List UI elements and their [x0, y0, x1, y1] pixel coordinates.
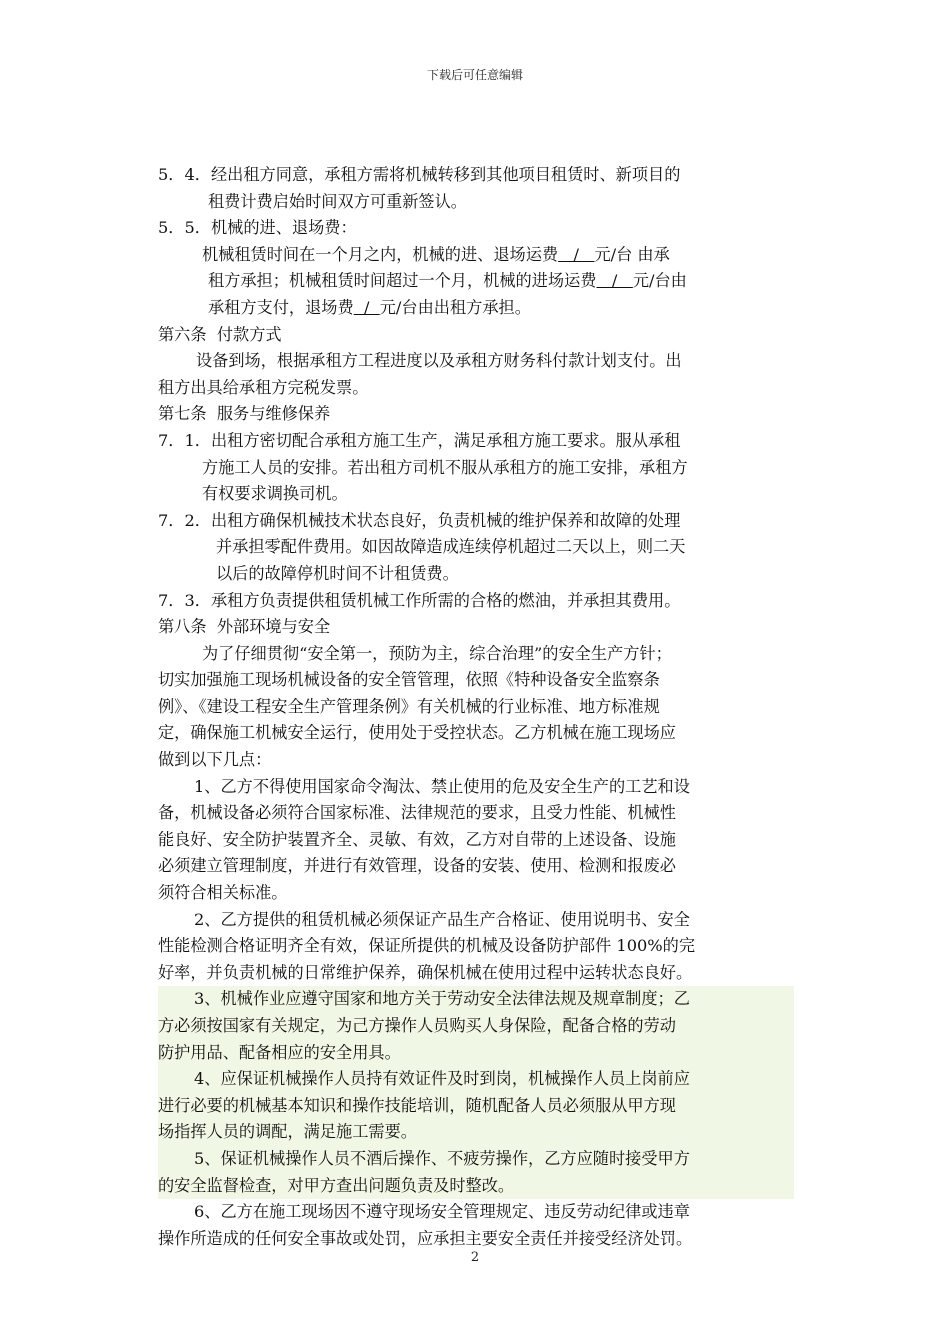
- line-text: 定，确保施工机械安全运行，使用处于受控状态。乙方机械在施工现场应: [158, 723, 676, 743]
- line-text: 6、乙方在施工现场因不遵守现场安全管理规定、违反劳动纪律或违章: [194, 1202, 690, 1222]
- line-text: 例》、《建设工程安全生产管理条例》有关机械的行业标准、地方标准规: [158, 696, 660, 716]
- line-text: 方必须按国家有关规定，为己方操作人员购买人身保险，配备合格的劳动: [158, 1016, 676, 1035]
- line-text: 能良好、安全防护装置齐全、灵敏、有效，乙方对自带的上述设备、设施: [158, 829, 676, 849]
- text-line: [158, 1066, 794, 1093]
- fee-blank: /: [353, 297, 380, 317]
- text-line: [158, 641, 794, 668]
- line-text: 须符合相关标准。: [158, 883, 288, 903]
- line-text: 有权要求调换司机。: [202, 484, 348, 504]
- text-line: [158, 455, 794, 482]
- text-line: [158, 1040, 794, 1067]
- line-text: 7．1．出租方密切配合承租方施工生产，满足承租方施工要求。服从承租: [158, 430, 681, 450]
- line-text: 5、保证机械操作人员不酒后操作、不疲劳操作，乙方应随时接受甲方: [194, 1148, 690, 1168]
- fee-blank: /: [558, 244, 595, 264]
- line-text: 好率，并负责机械的日常维护保养，确保机械在使用过程中运转状态良好。: [158, 962, 693, 982]
- line-text: 并承担零配件费用。如因故障造成连续停机超过二天以上，则二天: [216, 537, 686, 557]
- text-line: [158, 1119, 794, 1146]
- line-text: 第八条 外部环境与安全: [158, 617, 331, 637]
- line-text: 7．3．承租方负责提供租赁机械工作所需的合格的燃油，并承担其费用。: [158, 590, 681, 610]
- text-line: [158, 375, 794, 402]
- text-line: [158, 534, 794, 561]
- text-line: [158, 907, 794, 934]
- text-line: [158, 242, 794, 269]
- document-body: [158, 162, 794, 1252]
- line-text: 操作所造成的任何安全事故或处罚，应承担主要安全责任并接受经济处罚。: [158, 1228, 693, 1248]
- text-line: [158, 720, 794, 747]
- page-header: 下载后可任意编辑: [426, 68, 523, 82]
- line-text: 性能检测合格证明齐全有效，保证所提供的机械及设备防护部件 100%的完: [158, 936, 696, 956]
- line-text: 场指挥人员的调配，满足施工需要。: [158, 1122, 417, 1142]
- text-line: [158, 960, 794, 987]
- text-line: [158, 774, 794, 801]
- line-text: 第七条 服务与维修保养: [158, 404, 331, 424]
- line-text: 7．2．出租方确保机械技术状态良好，负责机械的维护保养和故障的处理: [158, 510, 681, 530]
- line-text: 租方出具给承租方完税发票。: [158, 377, 369, 397]
- line-text: 第六条 付款方式: [158, 324, 282, 344]
- text-line: [158, 588, 794, 615]
- line-text-after: 元/台由出租方承担。: [379, 297, 531, 317]
- text-line: [158, 162, 794, 189]
- line-text: 进行必要的机械基本知识和操作技能培训，随机配备人员必须服从甲方现: [158, 1095, 676, 1115]
- text-line: [158, 800, 794, 827]
- text-line: [158, 268, 794, 295]
- text-line: [158, 853, 794, 880]
- text-line: [158, 827, 794, 854]
- text-line: [158, 1146, 794, 1173]
- line-text: 的安全监督检查，对甲方查出问题负责及时整改。: [158, 1175, 515, 1195]
- line-text: 备，机械设备必须符合国家标准、法律规范的要求，且受力性能、机械性: [158, 803, 676, 823]
- text-line: [158, 1226, 794, 1253]
- text-line: [158, 986, 794, 1013]
- line-text: 设备到场，根据承租方工程进度以及承租方财务科付款计划支付。出: [196, 351, 682, 371]
- fee-blank: /: [596, 271, 633, 291]
- text-line: [158, 667, 794, 694]
- line-text: 做到以下几点：: [158, 750, 272, 770]
- text-line: [158, 933, 794, 960]
- line-text: 以后的故障停机时间不计租赁费。: [216, 563, 459, 583]
- line-text: 5．4．经出租方同意，承租方需将机械转移到其他项目租赁时、新项目的: [158, 165, 681, 184]
- line-text: 1、乙方不得使用国家命令淘汰、禁止使用的危及安全生产的工艺和设: [194, 776, 690, 796]
- line-text: 切实加强施工现场机械设备的安全管管理，依照《特种设备安全监察条: [158, 670, 660, 690]
- text-line: [158, 614, 794, 641]
- text-line: [158, 1093, 794, 1120]
- text-line: [158, 401, 794, 428]
- line-text: 承租方支付，退场费: [208, 297, 354, 317]
- line-text: 3、机械作业应遵守国家和地方关于劳动安全法律法规及规章制度；乙: [194, 989, 690, 1009]
- text-line: [158, 1173, 794, 1200]
- line-text: 必须建立管理制度，并进行有效管理，设备的安装、使用、检测和报废必: [158, 856, 676, 876]
- line-text: 5．5．机械的进、退场费：: [158, 218, 357, 238]
- line-text: 防护用品、配备相应的安全用具。: [158, 1042, 401, 1062]
- page-number: 2: [470, 1250, 480, 1265]
- text-line: [158, 322, 794, 349]
- text-line: [158, 215, 794, 242]
- text-line: [158, 561, 794, 588]
- text-line: [158, 747, 794, 774]
- line-text: 租费计费启始时间双方可重新签认。: [208, 191, 467, 211]
- line-text-after: 元/台 由承: [594, 244, 670, 264]
- text-line: [158, 189, 794, 216]
- text-line: [158, 1199, 794, 1226]
- text-line: [158, 880, 794, 907]
- text-line: [158, 295, 794, 322]
- line-text-after: 元/台由: [632, 271, 687, 291]
- text-line: [158, 694, 794, 721]
- line-text: 2、乙方提供的租赁机械必须保证产品生产合格证、使用说明书、安全: [194, 909, 690, 929]
- text-line: [158, 508, 794, 535]
- text-line: [158, 428, 794, 455]
- text-line: [158, 1013, 794, 1040]
- line-text: 租方承担；机械租赁时间超过一个月，机械的进场运费: [208, 271, 597, 291]
- line-text: 方施工人员的安排。若出租方司机不服从承租方的施工安排，承租方: [202, 457, 688, 477]
- line-text: 机械租赁时间在一个月之内，机械的进、退场运费: [202, 244, 559, 264]
- line-text: 4、应保证机械操作人员持有效证件及时到岗，机械操作人员上岗前应: [194, 1069, 690, 1089]
- line-text: 为了仔细贯彻“安全第一，预防为主，综合治理”的安全生产方针；: [202, 643, 672, 663]
- text-line: [158, 348, 794, 375]
- text-line: [158, 481, 794, 508]
